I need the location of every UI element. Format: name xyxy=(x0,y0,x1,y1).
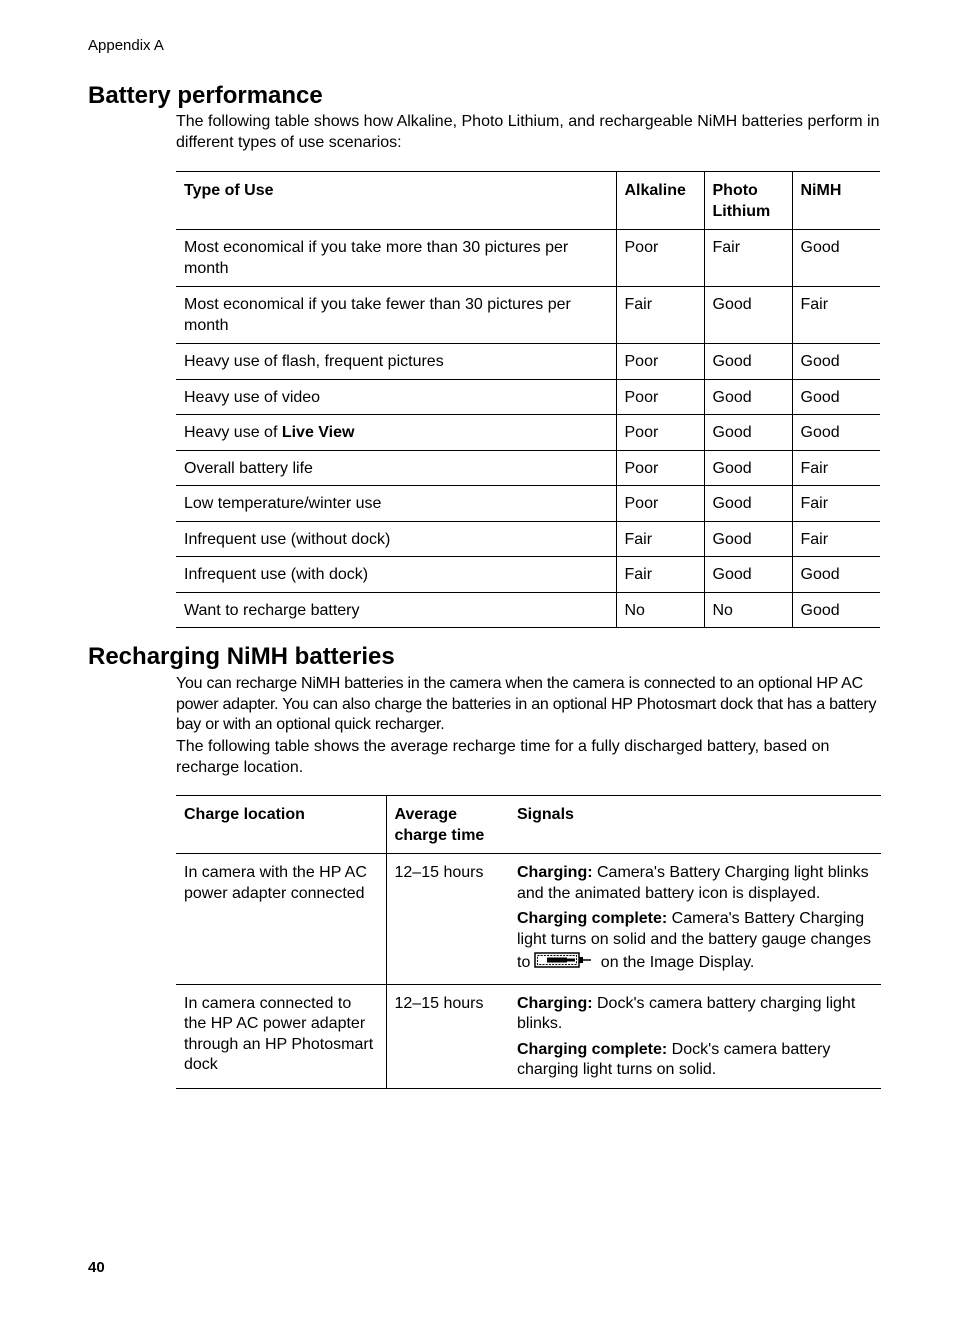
charging-signal xyxy=(517,994,873,1035)
lithium-cell: Good xyxy=(704,415,792,451)
location-cell: In camera connected to the HP AC power adapter through an HP Photosmart dock xyxy=(176,984,386,1088)
live-view-label: Live View xyxy=(281,424,355,441)
lithium-cell: Good xyxy=(704,557,792,593)
alkaline-cell: Poor xyxy=(616,450,704,486)
table-header-row xyxy=(176,796,881,854)
battery-performance-table xyxy=(176,171,880,628)
alkaline-cell: Fair xyxy=(616,287,704,344)
signals-cell xyxy=(509,854,881,985)
table-row xyxy=(176,344,880,380)
charging-complete-label: Charging complete: xyxy=(517,910,668,927)
charging-text: Dock's camera battery charging light blinks. xyxy=(517,994,856,1032)
column-header: NiMH xyxy=(792,172,880,230)
use-cell: Infrequent use (with dock) xyxy=(176,557,616,593)
alkaline-cell: Poor xyxy=(616,415,704,451)
column-header: Average charge time xyxy=(386,796,509,854)
nimh-cell: Fair xyxy=(792,486,880,522)
column-header: Charge location xyxy=(176,796,386,854)
nimh-cell: Fair xyxy=(792,287,880,344)
alkaline-cell: Fair xyxy=(616,557,704,593)
charging-label: Charging: xyxy=(517,994,593,1012)
column-header: Alkaline xyxy=(616,172,704,230)
lithium-cell: No xyxy=(704,592,792,628)
location-cell: In camera with the HP AC power adapter connected xyxy=(176,854,386,985)
signals-cell xyxy=(509,984,881,1088)
battery-plug-icon xyxy=(534,950,592,977)
table-row xyxy=(176,557,880,593)
nimh-cell: Good xyxy=(792,230,880,287)
battery-intro-paragraph: The following table shows how Alkaline, Photo Lithium, and rechargeable NiMH batteries perform in different types of use scenarios: xyxy=(176,113,880,151)
lithium-cell: Good xyxy=(704,450,792,486)
charging-complete-signal xyxy=(517,909,873,977)
table-header-row xyxy=(176,172,880,230)
time-cell: 12–15 hours xyxy=(386,854,509,985)
charging-signal xyxy=(517,863,873,904)
recharging-paragraph-1: You can recharge NiMH batteries in the camera when the camera is connected to an optional HP AC power adapter. You can also charge the batteries in an optional HP Photosmart dock that has a battery bay or with an optional quick recharger. xyxy=(176,675,877,733)
nimh-cell: Good xyxy=(792,557,880,593)
use-cell: Overall battery life xyxy=(176,450,616,486)
table-row xyxy=(176,592,880,628)
charging-label: Charging: xyxy=(517,864,593,881)
nimh-cell: Good xyxy=(792,415,880,451)
nimh-cell: Fair xyxy=(792,450,880,486)
table-row xyxy=(176,854,881,985)
alkaline-cell: Poor xyxy=(616,486,704,522)
nimh-cell: Good xyxy=(792,379,880,415)
use-cell: Low temperature/winter use xyxy=(176,486,616,522)
nimh-cell: Fair xyxy=(792,521,880,557)
use-cell: Heavy use of video xyxy=(176,379,616,415)
recharging-heading: Recharging NiMH batteries xyxy=(88,643,395,670)
charging-complete-text: Camera's Battery Charging light turns on solid and the battery gauge changes to xyxy=(517,910,872,971)
table-row xyxy=(176,287,880,344)
battery-performance-heading: Battery performance xyxy=(88,82,323,109)
charging-complete-text: Dock's camera battery charging light turns on solid. xyxy=(517,1040,831,1078)
charging-complete-signal xyxy=(517,1040,873,1081)
running-header: Appendix A xyxy=(88,37,164,54)
alkaline-cell: Fair xyxy=(616,521,704,557)
table-row xyxy=(176,379,880,415)
column-header: Type of Use xyxy=(176,172,616,230)
lithium-cell: Good xyxy=(704,287,792,344)
recharge-time-table xyxy=(176,795,881,1089)
use-cell: Want to recharge battery xyxy=(176,592,616,628)
charging-complete-suffix: on the Image Display. xyxy=(596,954,755,971)
page-number: 40 xyxy=(88,1259,105,1276)
charging-complete-label: Charging complete: xyxy=(517,1040,668,1058)
use-cell xyxy=(176,415,616,451)
column-header: Photo Lithium xyxy=(704,172,792,230)
column-header: Signals xyxy=(509,796,881,854)
table-row xyxy=(176,521,880,557)
table-row xyxy=(176,984,881,1088)
lithium-cell: Good xyxy=(704,521,792,557)
lithium-cell: Good xyxy=(704,344,792,380)
table-row xyxy=(176,230,880,287)
use-cell: Heavy use of flash, frequent pictures xyxy=(176,344,616,380)
use-cell: Most economical if you take more than 30 pictures per month xyxy=(176,230,616,287)
alkaline-cell: Poor xyxy=(616,379,704,415)
recharging-paragraph-2: The following table shows the average recharge time for a fully discharged battery, based on recharge location. xyxy=(176,738,830,776)
table-row xyxy=(176,486,880,522)
alkaline-cell: Poor xyxy=(616,344,704,380)
table-row xyxy=(176,450,880,486)
charging-text: Camera's Battery Charging light blinks and the animated battery icon is displayed. xyxy=(517,864,869,902)
time-cell: 12–15 hours xyxy=(386,984,509,1088)
lithium-cell: Fair xyxy=(704,230,792,287)
table-row xyxy=(176,415,880,451)
use-prefix: Heavy use of xyxy=(184,424,282,441)
use-cell: Most economical if you take fewer than 30 pictures per month xyxy=(176,287,616,344)
use-cell: Infrequent use (without dock) xyxy=(176,521,616,557)
nimh-cell: Good xyxy=(792,592,880,628)
nimh-cell: Good xyxy=(792,344,880,380)
lithium-cell: Good xyxy=(704,379,792,415)
alkaline-cell: No xyxy=(616,592,704,628)
lithium-cell: Good xyxy=(704,486,792,522)
alkaline-cell: Poor xyxy=(616,230,704,287)
